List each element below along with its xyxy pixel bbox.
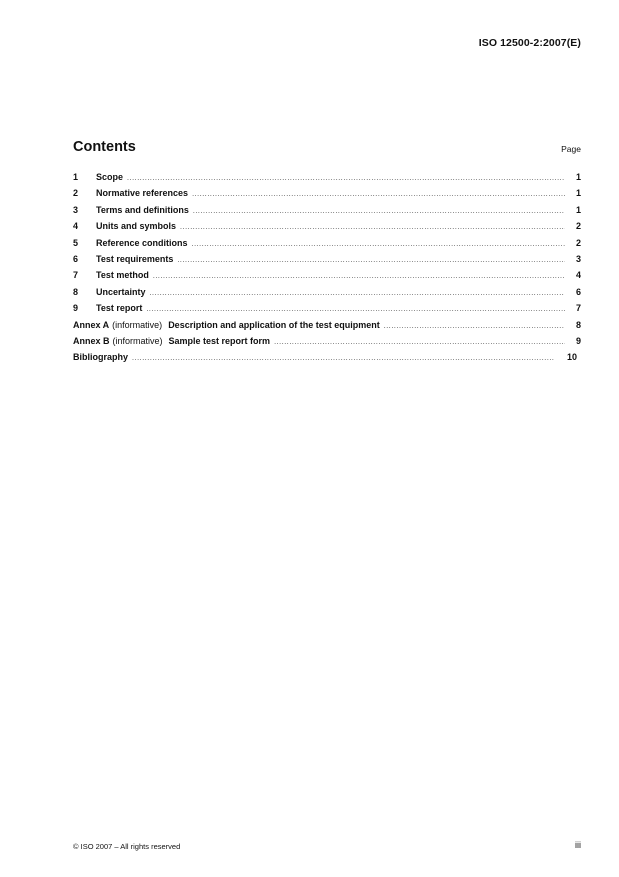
- footer-page-number: iii: [575, 840, 581, 850]
- toc-dot-leader: [146, 306, 565, 313]
- toc-clause-number: 5: [73, 237, 79, 248]
- toc-page-number: 2: [575, 221, 581, 232]
- toc-dot-leader: [192, 191, 565, 198]
- page-column-label: Page: [561, 144, 581, 154]
- toc-entry-clause-5[interactable]: [73, 238, 581, 254]
- toc-entry-clause-9[interactable]: [73, 303, 581, 319]
- toc-dot-leader: [127, 175, 565, 182]
- toc-clause-number: 1: [73, 172, 79, 182]
- toc-page-number: 2: [575, 237, 581, 248]
- toc-clause-title: Terms and definitions: [96, 204, 189, 215]
- toc-clause-title: Test method: [96, 270, 149, 281]
- toc-clause-number: 3: [73, 204, 79, 215]
- toc-clause-title: Test report: [96, 303, 143, 314]
- toc-dot-leader: [177, 257, 565, 264]
- toc-page-number: 3: [575, 253, 581, 264]
- toc-clause-title: Units and symbols: [96, 221, 177, 232]
- toc-clause-number: 8: [73, 286, 79, 297]
- contents-heading: Contents: [73, 139, 136, 155]
- toc-dot-leader: [132, 355, 555, 362]
- document-id: ISO 12500-2:2007(E): [478, 37, 581, 49]
- toc-clause-title: Reference conditions: [96, 237, 188, 248]
- toc-dot-leader: [274, 339, 565, 346]
- toc-clause-number: 9: [73, 303, 79, 314]
- toc-page-number: 1: [575, 188, 581, 199]
- toc-annex-kind: (informative): [112, 319, 163, 330]
- toc-annex-kind: (informative): [112, 335, 163, 346]
- toc-annex-title: Description and application of the test equipment: [168, 319, 380, 330]
- toc-clause-number: 6: [73, 253, 79, 264]
- toc-page-number: 8: [575, 319, 581, 330]
- toc-dot-leader: [180, 224, 565, 231]
- toc-page-number: 10: [566, 352, 577, 363]
- toc-page-number: 7: [575, 303, 581, 314]
- toc-dot-leader: [384, 323, 565, 330]
- toc-entry-clause-1[interactable]: [73, 172, 581, 188]
- toc-dot-leader: [153, 273, 565, 280]
- toc-clause-number: 7: [73, 270, 79, 281]
- toc-entry-clause-3[interactable]: [73, 205, 581, 221]
- toc-clause-number: 4: [73, 221, 79, 232]
- toc-clause-number: 2: [73, 188, 79, 199]
- toc-dot-leader: [192, 241, 565, 248]
- table-of-contents: [73, 172, 581, 369]
- toc-entry-clause-2[interactable]: [73, 188, 581, 204]
- toc-page-number: 1: [575, 204, 581, 215]
- footer-copyright: © ISO 2007 – All rights reserved: [73, 842, 181, 851]
- toc-entry-clause-6[interactable]: [73, 254, 581, 270]
- toc-clause-title: Uncertainty: [96, 286, 146, 297]
- toc-annex-label: Annex B: [73, 335, 110, 346]
- toc-clause-title: Normative references: [96, 188, 189, 199]
- toc-entry-annex-b[interactable]: [73, 336, 581, 352]
- toc-entry-annex-a[interactable]: [73, 320, 581, 336]
- toc-page-number: 4: [575, 270, 581, 281]
- toc-page-number: 6: [575, 286, 581, 297]
- toc-dot-leader: [150, 290, 565, 297]
- toc-bibliography-title: Bibliography: [73, 352, 129, 363]
- toc-page-number: 9: [575, 335, 581, 346]
- toc-entry-clause-4[interactable]: [73, 221, 581, 237]
- toc-page-number: 1: [575, 172, 581, 182]
- toc-entry-clause-8[interactable]: [73, 287, 581, 303]
- toc-clause-title: Test requirements: [96, 253, 174, 264]
- toc-entry-bibliography[interactable]: [73, 352, 581, 368]
- toc-dot-leader: [193, 208, 565, 215]
- toc-entry-clause-7[interactable]: [73, 270, 581, 286]
- toc-annex-title: Sample test report form: [168, 335, 271, 346]
- toc-clause-title: Scope: [96, 172, 124, 182]
- toc-annex-label: Annex A: [73, 319, 110, 330]
